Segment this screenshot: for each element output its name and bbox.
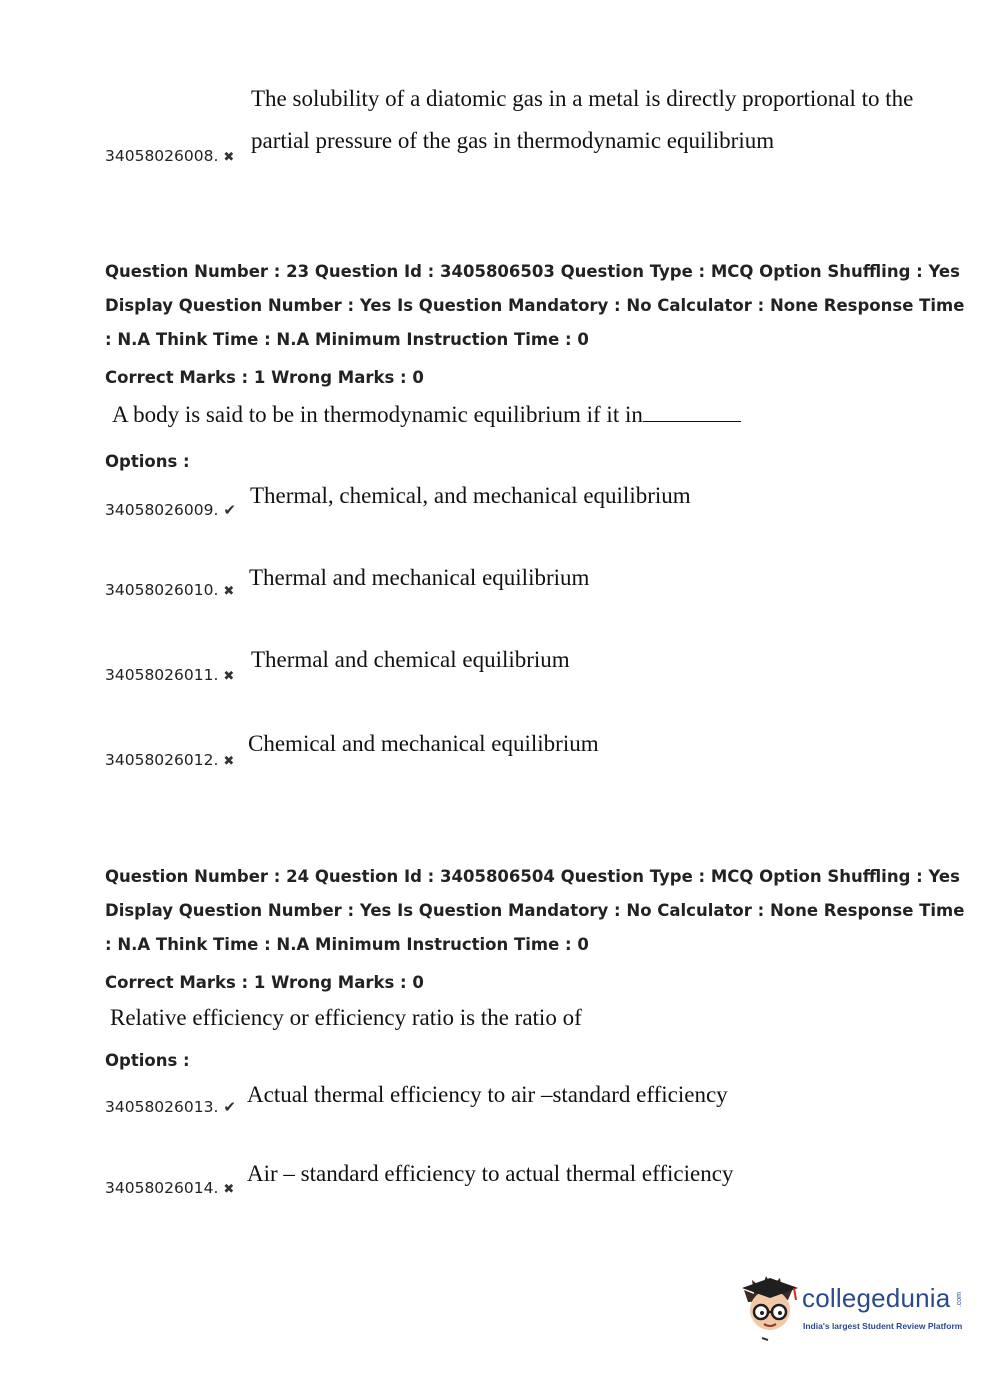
question-text-content: A body is said to be in thermodynamic equilibrium if it in xyxy=(112,402,643,427)
option-id xyxy=(105,147,234,165)
question-meta-line3: : N.A Think Time : N.A Minimum Instruction Time : 0 xyxy=(105,330,589,349)
wrong-mark-icon: ✖ xyxy=(223,1182,235,1197)
correct-mark-icon: ✔ xyxy=(223,1098,236,1116)
answer-blank xyxy=(643,420,741,422)
option-text: Actual thermal efficiency to air –standard efficiency xyxy=(247,1082,728,1107)
wrong-mark-icon: ✖ xyxy=(223,669,235,684)
option-text: Air – standard efficiency to actual thermal efficiency xyxy=(247,1161,734,1186)
option-id xyxy=(105,1179,234,1197)
question-meta-line2: Display Question Number : Yes Is Question Mandatory : No Calculator : None Response Time xyxy=(105,296,965,315)
wrong-mark-icon: ✖ xyxy=(223,150,235,165)
option-text-line2: partial pressure of the gas in thermodynamic equilibrium xyxy=(251,128,775,153)
student-mascot-icon xyxy=(740,1272,802,1342)
option-text: Chemical and mechanical equilibrium xyxy=(248,731,599,756)
option-number: 34058026013. xyxy=(105,1098,219,1116)
option-number: 34058026008. xyxy=(105,147,219,165)
option-number: 34058026012. xyxy=(105,751,219,769)
question-marks: Correct Marks : 1 Wrong Marks : 0 xyxy=(105,973,424,992)
option-text: Thermal and chemical equilibrium xyxy=(251,647,570,672)
question-marks: Correct Marks : 1 Wrong Marks : 0 xyxy=(105,368,424,387)
option-id xyxy=(105,581,234,599)
question-meta-line3: : N.A Think Time : N.A Minimum Instruction Time : 0 xyxy=(105,935,589,954)
question-text: Relative efficiency or efficiency ratio is the ratio of xyxy=(110,1005,582,1030)
question-meta-line1: Question Number : 23 Question Id : 3405806503 Question Type : MCQ Option Shuffling : Yes xyxy=(105,262,960,281)
wrong-mark-icon: ✖ xyxy=(223,584,235,599)
option-text: Thermal and mechanical equilibrium xyxy=(249,565,590,590)
options-label: Options : xyxy=(105,452,190,471)
options-label: Options : xyxy=(105,1051,190,1070)
option-id xyxy=(105,751,234,769)
correct-mark-icon: ✔ xyxy=(223,501,236,519)
option-number: 34058026011. xyxy=(105,666,219,684)
brand-suffix: .com xyxy=(956,1292,963,1308)
question-meta-line1: Question Number : 24 Question Id : 3405806504 Question Type : MCQ Option Shuffling : Yes xyxy=(105,867,960,886)
question-meta-line2: Display Question Number : Yes Is Question Mandatory : No Calculator : None Response Time xyxy=(105,901,965,920)
option-text: Thermal, chemical, and mechanical equilibrium xyxy=(250,483,691,508)
question-text xyxy=(112,402,741,428)
option-number: 34058026014. xyxy=(105,1179,219,1197)
option-text-line1: The solubility of a diatomic gas in a metal is directly proportional to the xyxy=(251,86,914,111)
option-id xyxy=(105,501,236,519)
brand-name: collegedunia xyxy=(802,1283,951,1313)
option-id xyxy=(105,666,234,684)
option-number: 34058026009. xyxy=(105,501,219,519)
brand-tagline: India's largest Student Review Platform xyxy=(803,1321,963,1331)
option-id xyxy=(105,1098,236,1116)
option-number: 34058026010. xyxy=(105,581,219,599)
wrong-mark-icon: ✖ xyxy=(223,754,235,769)
